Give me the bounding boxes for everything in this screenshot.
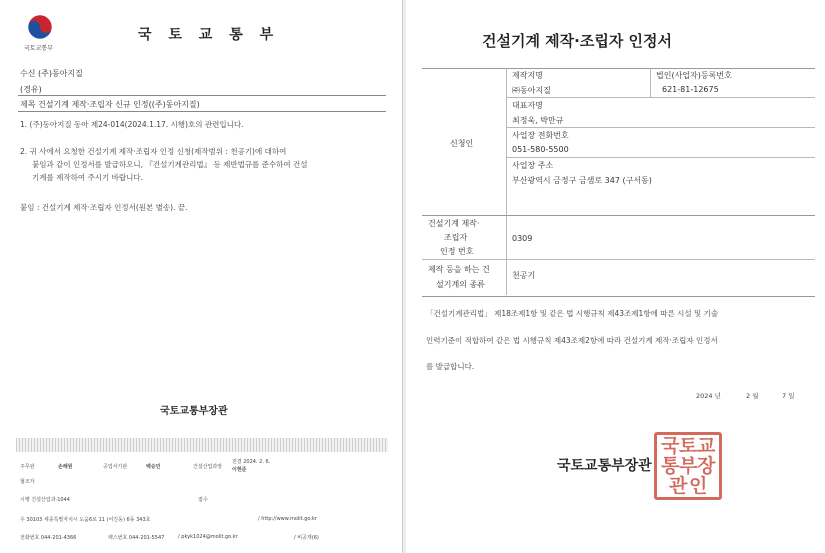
issue-month: 2 월 [746,392,759,400]
company-label: 제작지명 [512,71,543,80]
head-label: 건설산업과장 [193,464,222,470]
head-date: 전결 2024. 2. 6. [232,459,271,465]
machine-type-label-2: 설기계의 종류 [436,280,485,289]
machine-type-value: 천공기 [512,271,536,280]
certificate [406,0,825,553]
issue-year: 2024 년 [696,392,721,400]
body-line-1: 「건설기계관리법」 제18조제1항 및 같은 법 시행규칙 제43조제1항에 따른 시설 및 기술 [426,309,719,318]
certificate-title: 건설기계 제작·조립자 인정서 [482,32,673,50]
body-line-2: 인력기준이 적합하여 같은 법 시행규칙 제43조제2항에 따라 건설기계 제작·조립자 인정서 [426,336,718,345]
footer-band [16,438,388,452]
document-number: 시행 건설산업과-1044 [20,497,70,503]
applicant-label: 신청인 [450,139,474,148]
company-value: ㈜동아지질 [512,86,551,95]
ministry-title: 국 토 교 통 부 [138,27,280,43]
letter-signature: 국토교통부장관 [160,406,228,417]
cert-number-value: 0309 [512,234,533,243]
cert-number-label-2: 조립자 [444,233,468,242]
homepage: / http://www.molit.go.kr [258,516,317,522]
recipient: 수신 (주)동아지질 [20,69,83,78]
paragraph-2-line-1: 2. 귀 사에서 요청한 건설기계 제작·조립자 인정 신청(제작범위 : 천공기)에 대하여 [20,147,287,156]
subject-rule [18,111,386,112]
cooperator: 협조자 [20,479,35,485]
reviewer-name: 백승민 [146,464,161,470]
cert-number-label-1: 건설기계 제작· [428,219,480,228]
reviewer-label: 공업서기관 [103,464,128,470]
attachment: 붙임 : 건설기계 제작·조립자 인정서(원본 별송). 끝. [20,203,188,212]
body-line-3: 를 발급합니다. [426,362,475,371]
issue-day: 7 일 [782,392,795,400]
fax: 팩스번호 044-201-5547 [108,535,165,541]
phone-value: 051-580-5500 [512,145,569,154]
drafter-name: 손해원 [58,464,73,470]
government-logo-icon [27,14,53,40]
email: / pkyk1024@molit.go.kr [178,534,238,540]
public-status: / 비공개(6) [294,535,319,541]
drafter-label: 주무관 [20,464,35,470]
paragraph-2-line-2: 붙임과 같이 인정서를 발급하오니, 『건설기계관리법』 등 제반법규를 준수하여 건설 [32,160,308,169]
paragraph-1: 1. (주)동아지질 동아 제24-014(2024.1.17. 시행)호의 관련입니다. [20,120,244,129]
receipt: 접수 [198,497,208,503]
phone: 전화번호 044-201-4366 [20,535,77,541]
subject: 제목 건설기계 제작·조립자 신규 인정((주)동아지질) [20,100,200,109]
registration-number-value: 621-81-12675 [662,85,719,94]
logo-caption: 국토교통부 [24,45,53,52]
cert-number-label-3: 인정 번호 [440,247,474,256]
address: 우 30103 세종특별자치시 도움6로 11 (어진동) 6동 343호 [20,517,151,523]
representative-value: 최정욱, 박만규 [512,116,564,125]
address-value: 부산광역시 금정구 금샘로 347 (구서동) [512,176,652,185]
registration-number-label: 법인(사업자)등록번호 [656,71,732,80]
phone-label: 사업장 전화번호 [512,131,569,140]
official-seal-icon: 국 토 교 통 부 장 관 인 [654,432,722,500]
paragraph-2-line-3: 기계를 제작하여 주시기 바랍니다. [32,173,143,182]
header-rule [18,95,386,96]
via: (경유) [20,85,42,94]
certificate-signature: 국토교통부장관 [557,458,652,474]
official-letter [0,0,402,553]
address-label: 사업장 주소 [512,161,554,170]
machine-type-label-1: 제작 등을 하는 건 [428,265,490,274]
head-name: 이현준 [232,467,247,473]
representative-label: 대표자명 [512,101,543,110]
